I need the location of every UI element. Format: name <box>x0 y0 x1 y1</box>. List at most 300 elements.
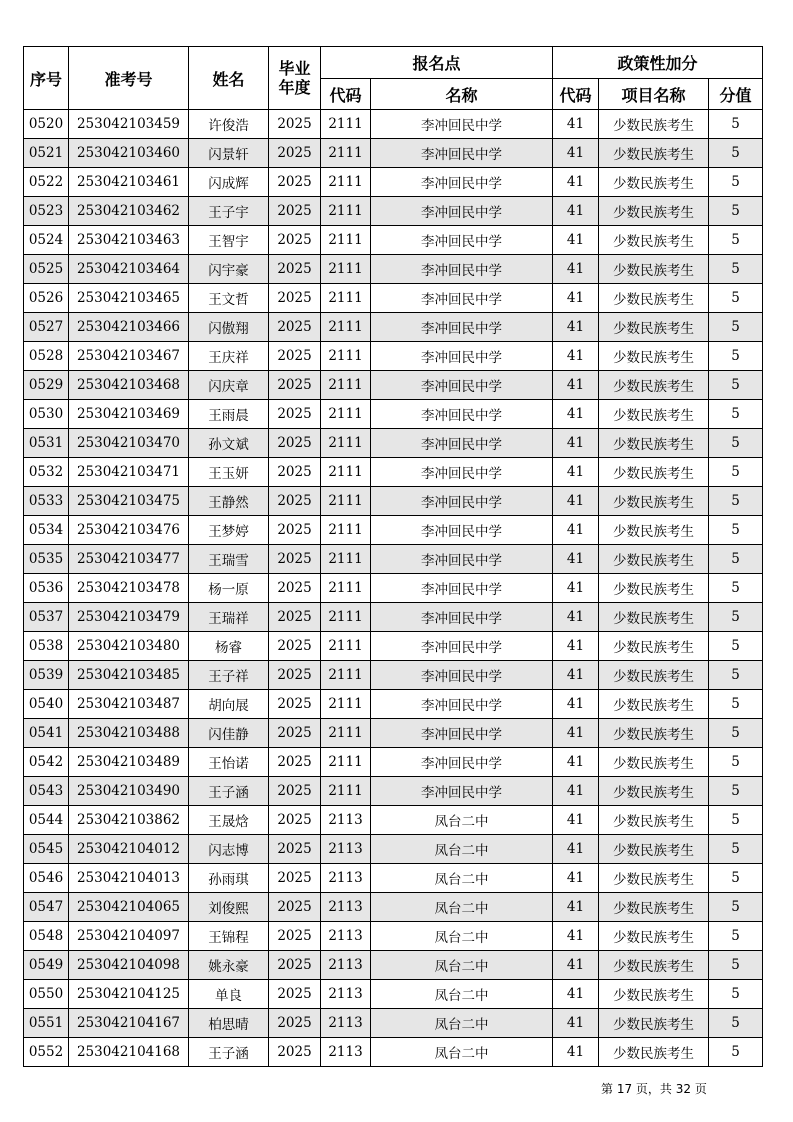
cell-points: 5 <box>709 690 763 719</box>
cell-seq: 0524 <box>24 226 69 255</box>
cell-site-code: 2113 <box>321 864 371 893</box>
cell-points: 5 <box>709 893 763 922</box>
cell-points: 5 <box>709 313 763 342</box>
cell-bonus-code: 41 <box>553 690 599 719</box>
cell-seq: 0547 <box>24 893 69 922</box>
table-header <box>24 47 763 110</box>
cell-site-code: 2111 <box>321 197 371 226</box>
cell-exam-no: 253042104097 <box>69 922 189 951</box>
cell-site-name: 凤台二中 <box>371 951 553 980</box>
cell-points: 5 <box>709 864 763 893</box>
cell-site-name: 凤台二中 <box>371 922 553 951</box>
table-row <box>24 110 763 139</box>
cell-site-name: 李冲回民中学 <box>371 574 553 603</box>
table-row <box>24 371 763 400</box>
footer-page-number: 17 <box>616 1082 633 1096</box>
cell-bonus-code: 41 <box>553 197 599 226</box>
cell-grad-year: 2025 <box>269 545 321 574</box>
cell-site-name: 李冲回民中学 <box>371 226 553 255</box>
cell-seq: 0544 <box>24 806 69 835</box>
cell-site-name: 凤台二中 <box>371 980 553 1009</box>
cell-item-name: 少数民族考生 <box>599 139 709 168</box>
header-site-name: 名称 <box>371 79 553 110</box>
cell-points: 5 <box>709 342 763 371</box>
table-row <box>24 1038 763 1067</box>
cell-bonus-code: 41 <box>553 632 599 661</box>
cell-site-code: 2113 <box>321 1038 371 1067</box>
header-grad-year-line1: 毕业 <box>278 59 311 78</box>
cell-points: 5 <box>709 139 763 168</box>
cell-site-code: 2113 <box>321 835 371 864</box>
cell-name: 孙文斌 <box>189 429 269 458</box>
cell-points: 5 <box>709 110 763 139</box>
cell-grad-year: 2025 <box>269 980 321 1009</box>
cell-site-name: 李冲回民中学 <box>371 661 553 690</box>
cell-bonus-code: 41 <box>553 777 599 806</box>
table-row <box>24 690 763 719</box>
cell-item-name: 少数民族考生 <box>599 429 709 458</box>
cell-exam-no: 253042104013 <box>69 864 189 893</box>
cell-site-code: 2111 <box>321 313 371 342</box>
header-grad-year-line2: 年度 <box>278 78 311 97</box>
table-row <box>24 255 763 284</box>
cell-bonus-code: 41 <box>553 255 599 284</box>
cell-site-code: 2111 <box>321 719 371 748</box>
cell-item-name: 少数民族考生 <box>599 806 709 835</box>
header-grad-year <box>269 47 321 110</box>
cell-item-name: 少数民族考生 <box>599 777 709 806</box>
cell-points: 5 <box>709 371 763 400</box>
table-row <box>24 980 763 1009</box>
cell-points: 5 <box>709 255 763 284</box>
cell-points: 5 <box>709 168 763 197</box>
cell-seq: 0552 <box>24 1038 69 1067</box>
cell-grad-year: 2025 <box>269 690 321 719</box>
table-row <box>24 1009 763 1038</box>
cell-points: 5 <box>709 748 763 777</box>
cell-seq: 0548 <box>24 922 69 951</box>
cell-name: 闪志博 <box>189 835 269 864</box>
cell-site-name: 李冲回民中学 <box>371 516 553 545</box>
cell-grad-year: 2025 <box>269 516 321 545</box>
cell-name: 王瑞祥 <box>189 603 269 632</box>
cell-points: 5 <box>709 922 763 951</box>
cell-site-code: 2111 <box>321 661 371 690</box>
cell-exam-no: 253042103470 <box>69 429 189 458</box>
cell-site-name: 李冲回民中学 <box>371 313 553 342</box>
cell-site-name: 李冲回民中学 <box>371 429 553 458</box>
cell-bonus-code: 41 <box>553 661 599 690</box>
cell-exam-no: 253042103459 <box>69 110 189 139</box>
cell-seq: 0549 <box>24 951 69 980</box>
header-reg-point: 报名点 <box>321 47 553 79</box>
cell-site-name: 凤台二中 <box>371 1038 553 1067</box>
header-code: 代码 <box>321 79 371 110</box>
cell-seq: 0531 <box>24 429 69 458</box>
cell-points: 5 <box>709 632 763 661</box>
cell-bonus-code: 41 <box>553 835 599 864</box>
cell-points: 5 <box>709 516 763 545</box>
cell-points: 5 <box>709 980 763 1009</box>
cell-exam-no: 253042104125 <box>69 980 189 1009</box>
cell-grad-year: 2025 <box>269 835 321 864</box>
cell-item-name: 少数民族考生 <box>599 458 709 487</box>
cell-site-code: 2111 <box>321 226 371 255</box>
cell-item-name: 少数民族考生 <box>599 980 709 1009</box>
cell-exam-no: 253042104065 <box>69 893 189 922</box>
cell-seq: 0523 <box>24 197 69 226</box>
cell-points: 5 <box>709 1009 763 1038</box>
table-row <box>24 603 763 632</box>
cell-bonus-code: 41 <box>553 429 599 458</box>
cell-grad-year: 2025 <box>269 632 321 661</box>
cell-points: 5 <box>709 777 763 806</box>
cell-site-code: 2111 <box>321 429 371 458</box>
table-row <box>24 284 763 313</box>
cell-bonus-code: 41 <box>553 516 599 545</box>
cell-item-name: 少数民族考生 <box>599 574 709 603</box>
cell-points: 5 <box>709 835 763 864</box>
cell-site-name: 李冲回民中学 <box>371 342 553 371</box>
cell-grad-year: 2025 <box>269 777 321 806</box>
cell-site-code: 2111 <box>321 574 371 603</box>
table-row <box>24 429 763 458</box>
cell-site-code: 2111 <box>321 284 371 313</box>
cell-grad-year: 2025 <box>269 951 321 980</box>
cell-bonus-code: 41 <box>553 168 599 197</box>
cell-grad-year: 2025 <box>269 226 321 255</box>
page-footer <box>601 1080 707 1097</box>
cell-site-name: 李冲回民中学 <box>371 719 553 748</box>
cell-item-name: 少数民族考生 <box>599 748 709 777</box>
cell-exam-no: 253042103468 <box>69 371 189 400</box>
cell-site-name: 李冲回民中学 <box>371 110 553 139</box>
cell-points: 5 <box>709 284 763 313</box>
cell-bonus-code: 41 <box>553 980 599 1009</box>
cell-item-name: 少数民族考生 <box>599 400 709 429</box>
cell-site-code: 2113 <box>321 922 371 951</box>
cell-site-name: 凤台二中 <box>371 864 553 893</box>
cell-exam-no: 253042103461 <box>69 168 189 197</box>
cell-name: 孙雨琪 <box>189 864 269 893</box>
table-row <box>24 835 763 864</box>
cell-points: 5 <box>709 400 763 429</box>
header-points: 分值 <box>709 79 763 110</box>
cell-grad-year: 2025 <box>269 864 321 893</box>
cell-name: 闪宇豪 <box>189 255 269 284</box>
cell-seq: 0529 <box>24 371 69 400</box>
cell-item-name: 少数民族考生 <box>599 690 709 719</box>
header-bonus-code: 代码 <box>553 79 599 110</box>
cell-bonus-code: 41 <box>553 342 599 371</box>
cell-name: 王怡诺 <box>189 748 269 777</box>
cell-name: 王文哲 <box>189 284 269 313</box>
cell-site-code: 2111 <box>321 777 371 806</box>
cell-exam-no: 253042103485 <box>69 661 189 690</box>
cell-name: 单良 <box>189 980 269 1009</box>
table-row <box>24 806 763 835</box>
cell-seq: 0522 <box>24 168 69 197</box>
cell-bonus-code: 41 <box>553 284 599 313</box>
table-row <box>24 516 763 545</box>
cell-item-name: 少数民族考生 <box>599 922 709 951</box>
cell-seq: 0534 <box>24 516 69 545</box>
cell-grad-year: 2025 <box>269 197 321 226</box>
cell-name: 王子涵 <box>189 777 269 806</box>
cell-points: 5 <box>709 545 763 574</box>
cell-grad-year: 2025 <box>269 748 321 777</box>
cell-exam-no: 253042103477 <box>69 545 189 574</box>
cell-site-code: 2113 <box>321 1009 371 1038</box>
cell-seq: 0543 <box>24 777 69 806</box>
cell-site-name: 李冲回民中学 <box>371 777 553 806</box>
cell-seq: 0539 <box>24 661 69 690</box>
cell-exam-no: 253042104098 <box>69 951 189 980</box>
cell-grad-year: 2025 <box>269 806 321 835</box>
cell-site-name: 李冲回民中学 <box>371 197 553 226</box>
cell-points: 5 <box>709 951 763 980</box>
cell-bonus-code: 41 <box>553 545 599 574</box>
cell-site-name: 李冲回民中学 <box>371 371 553 400</box>
cell-exam-no: 253042103487 <box>69 690 189 719</box>
cell-name: 王子祥 <box>189 661 269 690</box>
cell-site-code: 2111 <box>321 748 371 777</box>
cell-name: 王智宇 <box>189 226 269 255</box>
cell-seq: 0528 <box>24 342 69 371</box>
cell-site-name: 凤台二中 <box>371 806 553 835</box>
cell-item-name: 少数民族考生 <box>599 226 709 255</box>
cell-item-name: 少数民族考生 <box>599 284 709 313</box>
table-row <box>24 748 763 777</box>
table-row <box>24 168 763 197</box>
table-row <box>24 719 763 748</box>
cell-item-name: 少数民族考生 <box>599 632 709 661</box>
cell-grad-year: 2025 <box>269 400 321 429</box>
cell-exam-no: 253042103476 <box>69 516 189 545</box>
header-policy-bonus: 政策性加分 <box>553 47 763 79</box>
cell-site-code: 2111 <box>321 458 371 487</box>
cell-grad-year: 2025 <box>269 284 321 313</box>
cell-bonus-code: 41 <box>553 864 599 893</box>
cell-site-code: 2111 <box>321 487 371 516</box>
cell-exam-no: 253042103478 <box>69 574 189 603</box>
cell-grad-year: 2025 <box>269 893 321 922</box>
table-row <box>24 864 763 893</box>
table-body <box>24 110 763 1067</box>
cell-seq: 0535 <box>24 545 69 574</box>
cell-name: 王雨晨 <box>189 400 269 429</box>
cell-name: 闪成辉 <box>189 168 269 197</box>
table-row <box>24 342 763 371</box>
table-row <box>24 313 763 342</box>
cell-seq: 0538 <box>24 632 69 661</box>
cell-site-code: 2111 <box>321 255 371 284</box>
cell-exam-no: 253042103469 <box>69 400 189 429</box>
cell-exam-no: 253042104168 <box>69 1038 189 1067</box>
cell-seq: 0520 <box>24 110 69 139</box>
cell-exam-no: 253042103462 <box>69 197 189 226</box>
footer-total-pages: 32 <box>675 1082 692 1096</box>
cell-exam-no: 253042103488 <box>69 719 189 748</box>
table-row <box>24 197 763 226</box>
cell-bonus-code: 41 <box>553 922 599 951</box>
cell-bonus-code: 41 <box>553 574 599 603</box>
table-row <box>24 632 763 661</box>
cell-exam-no: 253042103480 <box>69 632 189 661</box>
cell-name: 姚永豪 <box>189 951 269 980</box>
cell-site-name: 李冲回民中学 <box>371 545 553 574</box>
cell-exam-no: 253042103490 <box>69 777 189 806</box>
cell-points: 5 <box>709 458 763 487</box>
cell-points: 5 <box>709 719 763 748</box>
cell-site-code: 2111 <box>321 139 371 168</box>
cell-name: 杨一原 <box>189 574 269 603</box>
cell-item-name: 少数民族考生 <box>599 603 709 632</box>
cell-exam-no: 253042103475 <box>69 487 189 516</box>
cell-name: 闪景轩 <box>189 139 269 168</box>
cell-name: 王子宇 <box>189 197 269 226</box>
cell-exam-no: 253042103465 <box>69 284 189 313</box>
cell-name: 闪庆章 <box>189 371 269 400</box>
cell-site-name: 李冲回民中学 <box>371 168 553 197</box>
cell-points: 5 <box>709 226 763 255</box>
cell-site-name: 李冲回民中学 <box>371 690 553 719</box>
cell-seq: 0540 <box>24 690 69 719</box>
table-row <box>24 545 763 574</box>
cell-bonus-code: 41 <box>553 139 599 168</box>
cell-exam-no: 253042103467 <box>69 342 189 371</box>
cell-seq: 0532 <box>24 458 69 487</box>
cell-exam-no: 253042103489 <box>69 748 189 777</box>
cell-item-name: 少数民族考生 <box>599 951 709 980</box>
cell-bonus-code: 41 <box>553 458 599 487</box>
cell-seq: 0533 <box>24 487 69 516</box>
cell-site-code: 2111 <box>321 110 371 139</box>
header-item-name: 项目名称 <box>599 79 709 110</box>
cell-site-code: 2113 <box>321 951 371 980</box>
cell-seq: 0542 <box>24 748 69 777</box>
table-row <box>24 487 763 516</box>
cell-site-name: 李冲回民中学 <box>371 284 553 313</box>
cell-exam-no: 253042103471 <box>69 458 189 487</box>
cell-grad-year: 2025 <box>269 168 321 197</box>
cell-name: 王晟焓 <box>189 806 269 835</box>
cell-item-name: 少数民族考生 <box>599 1038 709 1067</box>
cell-item-name: 少数民族考生 <box>599 168 709 197</box>
cell-item-name: 少数民族考生 <box>599 255 709 284</box>
cell-item-name: 少数民族考生 <box>599 1009 709 1038</box>
cell-seq: 0521 <box>24 139 69 168</box>
cell-site-code: 2111 <box>321 632 371 661</box>
cell-item-name: 少数民族考生 <box>599 487 709 516</box>
cell-bonus-code: 41 <box>553 719 599 748</box>
cell-item-name: 少数民族考生 <box>599 661 709 690</box>
cell-grad-year: 2025 <box>269 371 321 400</box>
cell-seq: 0550 <box>24 980 69 1009</box>
cell-exam-no: 253042103466 <box>69 313 189 342</box>
cell-item-name: 少数民族考生 <box>599 545 709 574</box>
table-row <box>24 922 763 951</box>
cell-name: 杨睿 <box>189 632 269 661</box>
cell-site-name: 凤台二中 <box>371 893 553 922</box>
cell-seq: 0525 <box>24 255 69 284</box>
cell-name: 王子涵 <box>189 1038 269 1067</box>
table-row <box>24 458 763 487</box>
cell-bonus-code: 41 <box>553 1009 599 1038</box>
cell-exam-no: 253042103460 <box>69 139 189 168</box>
cell-site-name: 李冲回民中学 <box>371 400 553 429</box>
cell-grad-year: 2025 <box>269 110 321 139</box>
cell-name: 胡向展 <box>189 690 269 719</box>
cell-exam-no: 253042103479 <box>69 603 189 632</box>
cell-item-name: 少数民族考生 <box>599 371 709 400</box>
cell-item-name: 少数民族考生 <box>599 516 709 545</box>
table-row <box>24 400 763 429</box>
cell-bonus-code: 41 <box>553 951 599 980</box>
cell-site-code: 2111 <box>321 690 371 719</box>
cell-name: 王锦程 <box>189 922 269 951</box>
table-row <box>24 777 763 806</box>
cell-seq: 0527 <box>24 313 69 342</box>
cell-name: 许俊浩 <box>189 110 269 139</box>
cell-points: 5 <box>709 574 763 603</box>
cell-points: 5 <box>709 197 763 226</box>
cell-grad-year: 2025 <box>269 487 321 516</box>
cell-grad-year: 2025 <box>269 1009 321 1038</box>
cell-site-name: 李冲回民中学 <box>371 255 553 284</box>
cell-points: 5 <box>709 603 763 632</box>
cell-grad-year: 2025 <box>269 139 321 168</box>
cell-name: 柏思晴 <box>189 1009 269 1038</box>
bonus-roster-table <box>23 46 763 1067</box>
cell-points: 5 <box>709 1038 763 1067</box>
cell-bonus-code: 41 <box>553 748 599 777</box>
cell-bonus-code: 41 <box>553 487 599 516</box>
cell-exam-no: 253042103463 <box>69 226 189 255</box>
cell-site-code: 2111 <box>321 168 371 197</box>
cell-name: 闪佳静 <box>189 719 269 748</box>
cell-grad-year: 2025 <box>269 1038 321 1067</box>
cell-grad-year: 2025 <box>269 574 321 603</box>
cell-item-name: 少数民族考生 <box>599 864 709 893</box>
cell-name: 王瑞雪 <box>189 545 269 574</box>
cell-item-name: 少数民族考生 <box>599 342 709 371</box>
cell-bonus-code: 41 <box>553 893 599 922</box>
table-row <box>24 574 763 603</box>
cell-exam-no: 253042104167 <box>69 1009 189 1038</box>
cell-seq: 0541 <box>24 719 69 748</box>
cell-item-name: 少数民族考生 <box>599 835 709 864</box>
cell-name: 王玉妍 <box>189 458 269 487</box>
cell-bonus-code: 41 <box>553 603 599 632</box>
cell-points: 5 <box>709 661 763 690</box>
table-row <box>24 951 763 980</box>
cell-site-code: 2111 <box>321 342 371 371</box>
cell-item-name: 少数民族考生 <box>599 719 709 748</box>
cell-site-code: 2113 <box>321 893 371 922</box>
cell-bonus-code: 41 <box>553 226 599 255</box>
cell-bonus-code: 41 <box>553 110 599 139</box>
cell-grad-year: 2025 <box>269 458 321 487</box>
cell-grad-year: 2025 <box>269 922 321 951</box>
cell-name: 王庆祥 <box>189 342 269 371</box>
header-seq: 序号 <box>24 47 69 110</box>
cell-site-code: 2111 <box>321 545 371 574</box>
cell-site-code: 2111 <box>321 603 371 632</box>
cell-name: 闪傲翔 <box>189 313 269 342</box>
cell-site-name: 李冲回民中学 <box>371 748 553 777</box>
cell-seq: 0546 <box>24 864 69 893</box>
